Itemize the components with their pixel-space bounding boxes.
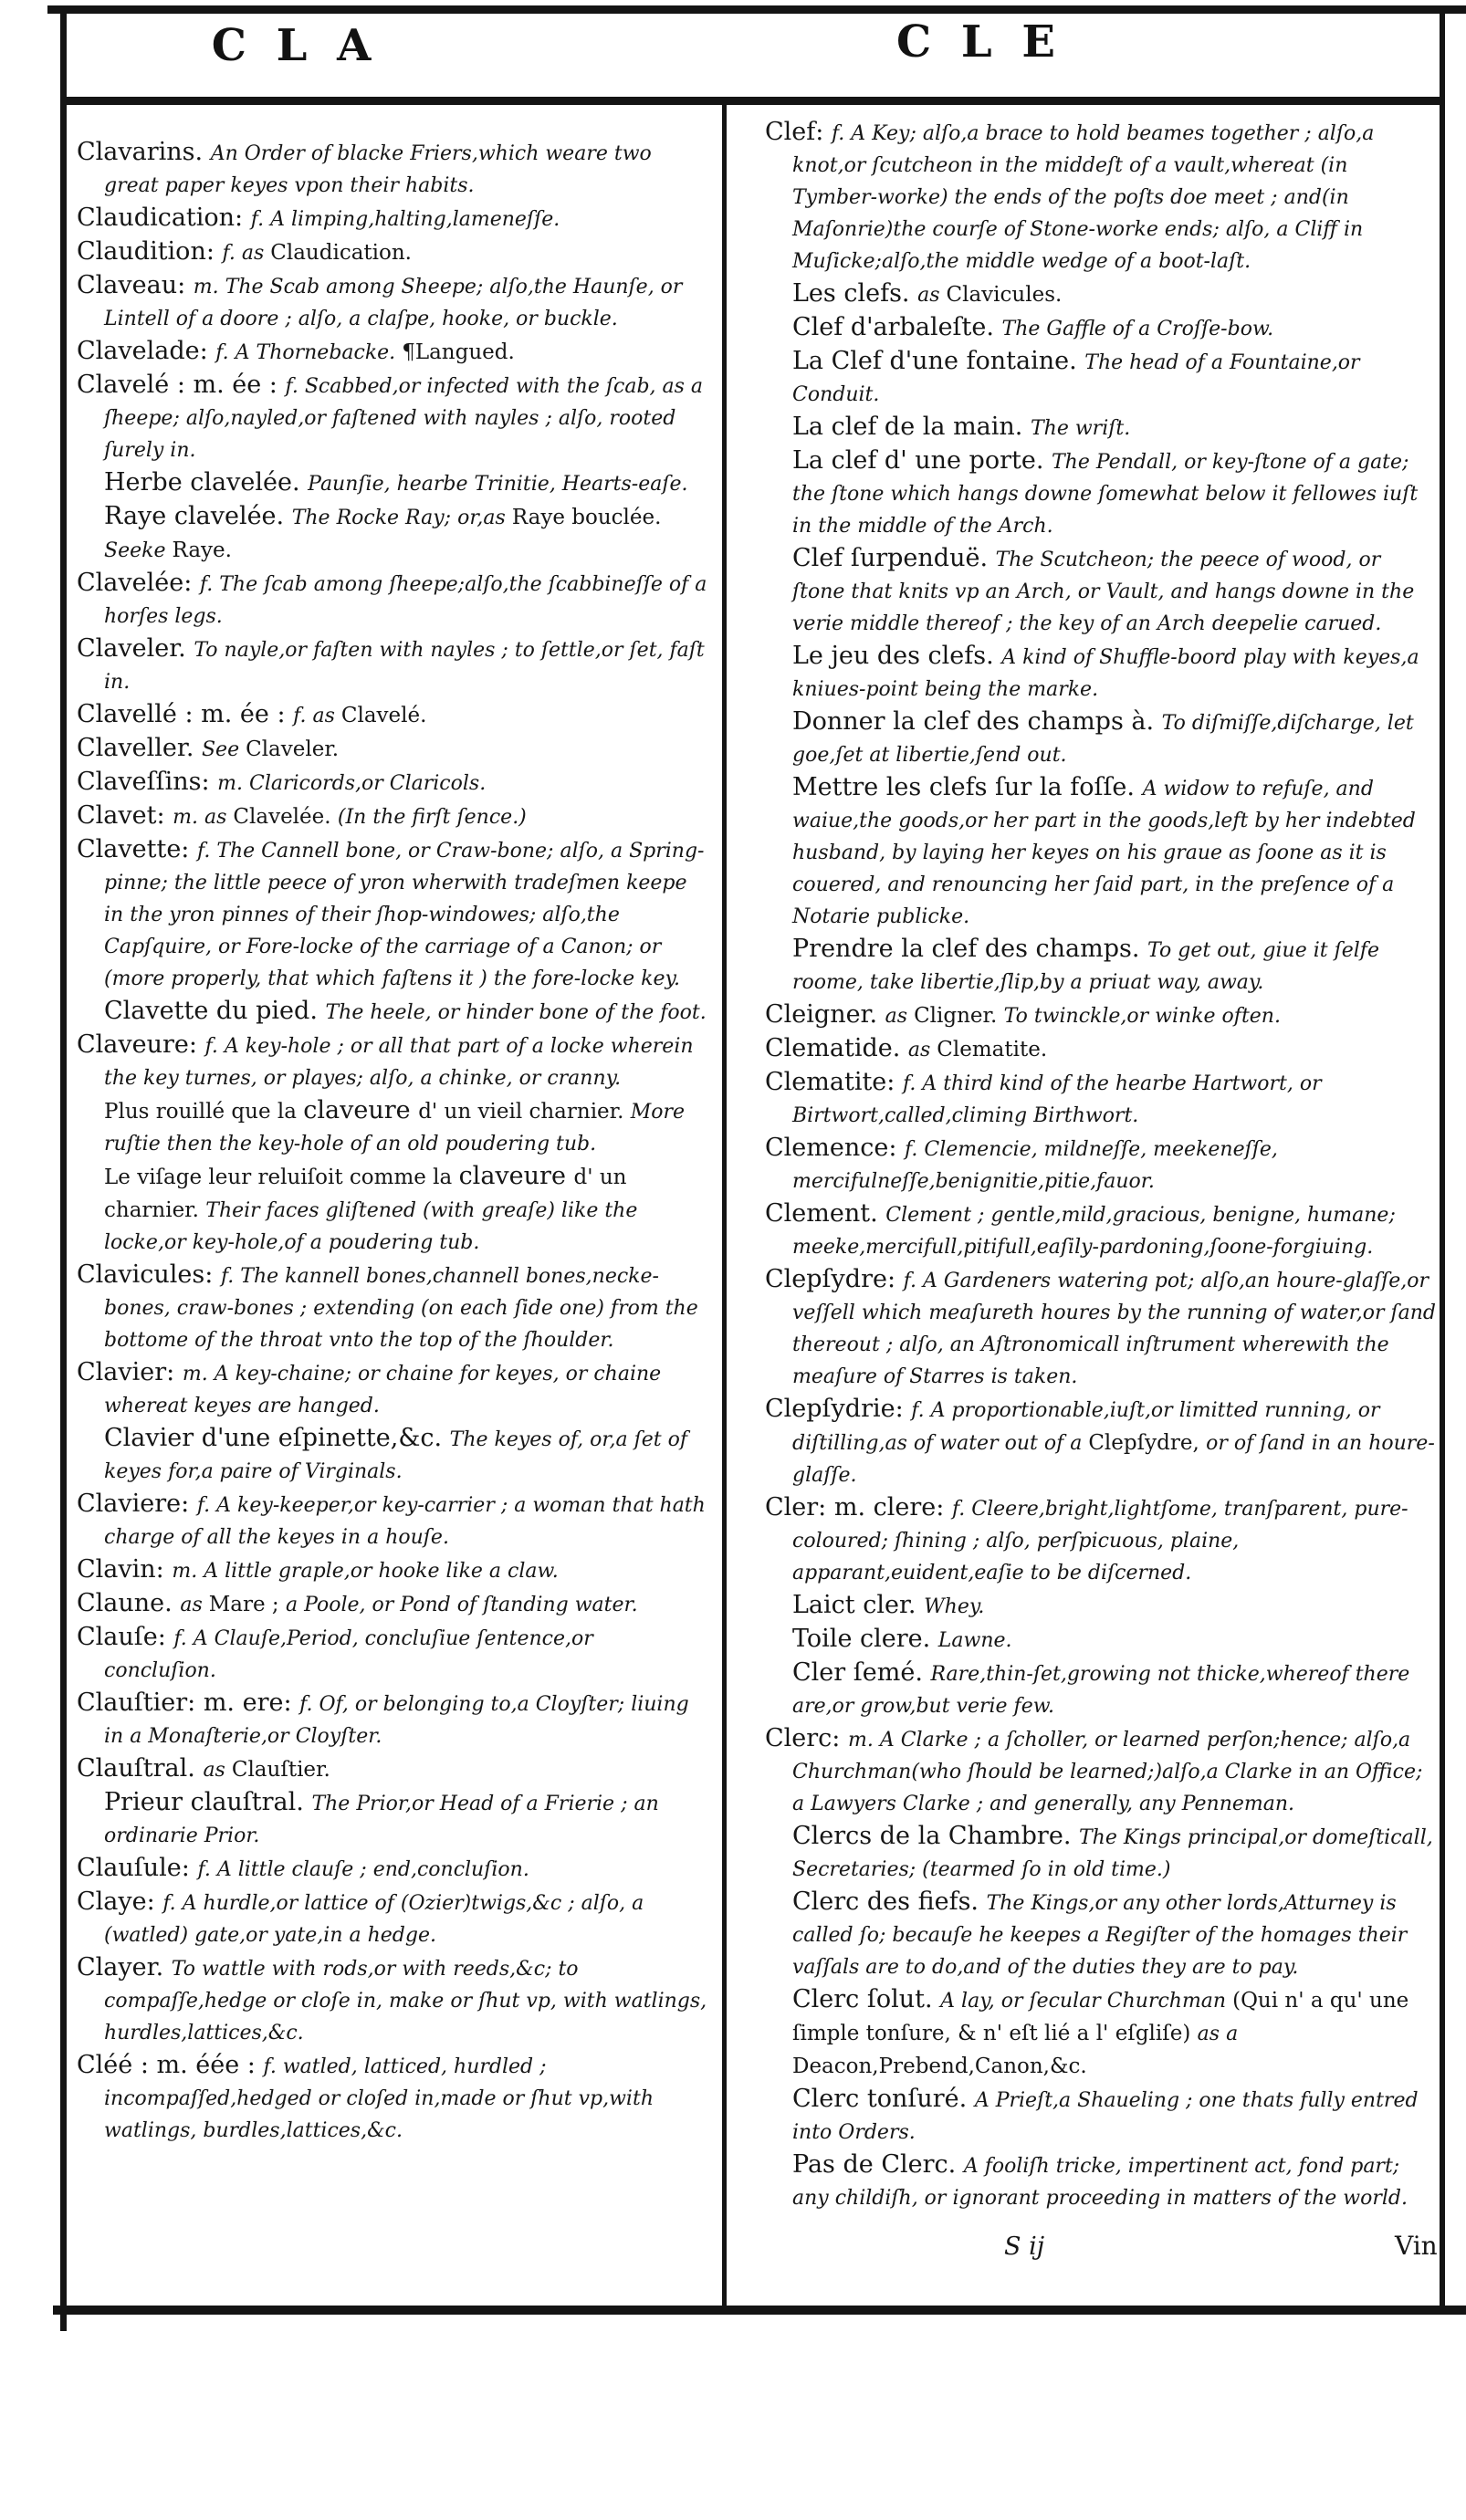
dictionary-entry: [77, 1753, 710, 1787]
dictionary-entry: [765, 278, 1438, 312]
definition-run: The Pendall, or key-ſtone of a gate; the ſtone which hangs downe ſomewhat below it fellowes iuſt in the middle of the Arch.: [792, 451, 1419, 538]
headword-run: Clauſe:: [77, 1623, 174, 1651]
dictionary-entry: [77, 1853, 710, 1887]
dictionary-entry: [765, 2149, 1438, 2215]
definition-run: An Order of blacke Friers,which weare two great paper keyes vpon their habits.: [104, 142, 652, 197]
dictionary-entry: [765, 1033, 1438, 1067]
headword-run: Clepſydre:: [765, 1265, 904, 1293]
definition-run: Whey.: [924, 1595, 985, 1618]
definition-run: as: [917, 284, 947, 307]
roman-run: Clepſydre,: [1088, 1431, 1207, 1455]
definition-run: To wattle with rods,or with reeds,&c; to compaſſe,hedge or cloſe in, make or ſhut vp, with watlings, hurdles,lattices,&c.: [104, 1958, 707, 2044]
headword-run: Clavette du pied.: [104, 997, 326, 1025]
definition-run: Seeke: [104, 539, 173, 562]
headword-run: Clavier d'une eſpinette,&c.: [104, 1424, 450, 1452]
dictionary-entry: [765, 1133, 1438, 1198]
dictionary-entry: [765, 934, 1438, 999]
definition-run: f. A little clauſe ; end,concluſion.: [197, 1858, 529, 1881]
dictionary-entry: [77, 1423, 710, 1489]
headword-run: Clavier:: [77, 1358, 183, 1386]
headword-run: Clavin:: [77, 1555, 173, 1584]
roman-run: Deacon,Prebend,Canon,&c.: [792, 2055, 1087, 2078]
dictionary-entry: [77, 1357, 710, 1423]
dictionary-entry: [765, 1821, 1438, 1887]
definition-run: f. A limping,halting,lameneſſe.: [250, 208, 560, 231]
headword-run: Clavicules:: [77, 1260, 221, 1289]
headword-run: Clerc des fiefs.: [792, 1887, 987, 1916]
definition-run: as: [203, 1759, 232, 1782]
headword-run: Le jeu des clefs.: [792, 642, 1002, 670]
headword-run: Claveler.: [77, 634, 194, 663]
headword-run: Clemence:: [765, 1134, 906, 1162]
definition-run: f. The Cannell bone, or Craw-bone; alſo, a Spring-pinne; the little peece of yron wherwith tradeſmen keepe in the yron pinnes of their ſhop-windowes; alſo,the Capſquire, or Fore-locke of the carriage of a Canon; or (more properly, that which faſtens it ) the fore-locke key.: [104, 840, 705, 990]
definition-run: A fooliſh tricke, impertinent act, fond part; any childiſh, or ignorant proceeding in matters of the world.: [792, 2155, 1408, 2210]
definition-run: f. Clemencie, mildneſſe, meekeneſſe, mercifulneſſe,benignitie,pitie,fauor.: [792, 1138, 1278, 1193]
headword-run: Claudition:: [77, 237, 223, 266]
dictionary-entry: [765, 641, 1438, 706]
roman-run: ¶Langued.: [402, 340, 515, 364]
definition-run: To nayle,or faſten with nayles ; to ſettle,or ſet, faſt in.: [104, 639, 705, 694]
definition-run: f. A Thornebacke.: [215, 341, 403, 364]
definition-run: The Kings,or any other lords,Atturney is called ſo; becauſe he keepes a Regiſter of the homages their vaſſals are to do,and of the duties they are to pay.: [792, 1892, 1408, 1979]
definition-run: The heele, or hinder bone of the foot.: [325, 1001, 707, 1024]
headword-run: Clavet:: [77, 801, 173, 830]
dictionary-entry: [77, 996, 710, 1030]
roman-run: Cligner.: [914, 1004, 1004, 1028]
definition-run: To diſmiſſe,diſcharge, let goe,ſet at libertie,ſend out.: [792, 712, 1414, 767]
dictionary-entry: [77, 1588, 710, 1622]
definition-run: Lawne.: [937, 1629, 1012, 1652]
catchword: Vin: [1395, 2231, 1438, 2261]
headword-run: Claveure:: [77, 1030, 205, 1059]
headword-run: Cler: m. clere:: [765, 1493, 952, 1521]
definition-run: Paunſie, hearbe Trinitie, Hearts-eaſe.: [308, 473, 688, 496]
headword-run: Claveſſins:: [77, 768, 218, 796]
roman-run: Clavelée.: [233, 805, 338, 829]
definition-run: f. A key-hole ; or all that part of a locke wherein the key turnes, or playes; alſo, a chinke, or cranny.: [104, 1035, 694, 1090]
dictionary-entry: [765, 1198, 1438, 1264]
headword-run: Prendre la clef des champs.: [792, 935, 1148, 963]
headword-run: Clavelade:: [77, 337, 216, 365]
dictionary-entry: [77, 1554, 710, 1588]
headword-run: Clauſule:: [77, 1854, 198, 1882]
definition-run: f. Of, or belonging to,a Cloyſter; liuing in a Monaſterie,or Cloyſter.: [104, 1693, 689, 1748]
definition-run: as: [180, 1594, 209, 1616]
headword-run: Claye:: [77, 1887, 163, 1916]
running-head-left: C L A: [211, 20, 377, 71]
dictionary-entry: [765, 1723, 1438, 1821]
definition-run: To twinckle,or winke often.: [1003, 1005, 1281, 1028]
roman-run: Clematite.: [937, 1038, 1048, 1061]
definition-run: To get out, giue it ſelfe roome, take libertie,ſlip,by a priuat way, away.: [792, 939, 1379, 994]
dictionary-entry: [77, 203, 710, 236]
dictionary-entry: [765, 999, 1438, 1033]
headword-run: Clayer.: [77, 1953, 172, 1981]
definition-run: f. watled, latticed, hurdled ; incompaſſed,hedged or cloſed in,made or ſhut vp,with watlings, burdles,lattices,&c.: [104, 2055, 654, 2142]
dictionary-entry: [77, 1489, 710, 1554]
definition-run: Clement ; gentle,mild,gracious, benigne, humane; meeke,mercifull,pitifull,eaſily-pardoning,ſoone-forgiuing.: [792, 1204, 1396, 1259]
definition-run: More ruſtie then the key-hole of an old poudering tub.: [104, 1101, 686, 1155]
headword-run: Clement.: [765, 1199, 886, 1228]
headword-run: Clematide.: [765, 1034, 908, 1062]
headword-run: Clavelée:: [77, 569, 200, 597]
roman-run: Raye bouclée.: [511, 506, 662, 529]
dictionary-entry: [765, 1624, 1438, 1657]
dictionary-entry: [765, 772, 1438, 934]
definition-run: m. as: [173, 806, 234, 829]
headword-run: Claune.: [77, 1589, 181, 1617]
dictionary-entry: [77, 501, 710, 568]
dictionary-entry: [77, 1887, 710, 1952]
dictionary-entry: [77, 633, 710, 699]
headword-run: Clef:: [765, 118, 832, 146]
headword-run: Claudication:: [77, 204, 251, 232]
definition-run: f. A Key; alſo,a brace to hold beames together ; alſo,a knot,or ſcutcheon in the middeſt of a vault,whereat (in Tymber-worke) the ends of the poſts doe meet ; and(in Maſonrie)the courſe of Stone-worke ends; alſo, a Cliff in Muſicke;alſo,the middle wedge of a boot-laſt.: [792, 122, 1375, 273]
dictionary-entry: [77, 767, 710, 800]
dictionary-entry: [77, 1161, 710, 1260]
definition-run: a Poole, or Pond of ſtanding water.: [285, 1594, 638, 1616]
dictionary-entry: [77, 834, 710, 996]
definition-run: (In the firſt ſence.): [337, 806, 527, 829]
headword-run: Raye clavelée.: [104, 502, 292, 530]
column-left: [77, 137, 710, 2268]
definition-run: f. A hurdle,or lattice of (Ozier)twigs,&c ; alſo, a (watled) gate,or yate,in a hedge.: [104, 1892, 644, 1947]
column-right: [765, 117, 1438, 2262]
headword-run: Clavellé : m. ée :: [77, 700, 294, 728]
headword-run: Toile clere.: [792, 1625, 938, 1653]
definition-run: as a: [1197, 2023, 1239, 2045]
definition-run: f. Scabbed,or infected with the ſcab, as a ſheepe; alſo,nayled,or faſtened with nayles ; alſo, rooted ſurely in.: [104, 375, 704, 462]
definition-run: f. The ſcab among ſheepe;alſo,the ſcabbineſſe of a horſes legs.: [104, 573, 707, 628]
dictionary-entry: [77, 270, 710, 336]
column-divider: [722, 103, 727, 2307]
page-border-left: [60, 7, 67, 2331]
headword-run: Cléé : m. éée :: [77, 2051, 264, 2079]
definition-run: The Prior,or Head of a Frierie ; an ordinarie Prior.: [104, 1793, 659, 1847]
roman-run: Clavelé.: [340, 704, 427, 727]
headword-run: Claveller.: [77, 734, 202, 762]
dictionary-entry: [77, 733, 710, 767]
definition-run: A lay, or ſecular Churchman: [940, 1990, 1233, 2013]
headword-run: Claviere:: [77, 1490, 197, 1518]
definition-run: m. A Clarke ; a ſcholler, or learned perſon;hence; alſo,a Churchman(who ſhould be learned;)alſo,a Clarke in an Office; a Lawyers Clarke ; and generally, any Penneman.: [792, 1729, 1423, 1815]
headword-run: Clavarins.: [77, 138, 211, 166]
dictionary-entry: [77, 568, 710, 633]
definition-run: See: [201, 738, 246, 761]
roman-run: d' un vieil charnier.: [418, 1100, 631, 1124]
headword-run: La clef de la main.: [792, 413, 1031, 441]
dictionary-entry: [765, 312, 1438, 346]
headword-run: Pas de Clerc.: [792, 2150, 964, 2179]
roman-run: (Qui n' a qu' une ſimple tonſure, & n' eſt lié a l' eſgliſe): [792, 1989, 1409, 2045]
dictionary-entry: [77, 1260, 710, 1357]
page-border-right: [1440, 9, 1445, 2313]
page-border-top: [47, 5, 1466, 14]
dictionary-entry: [765, 412, 1438, 445]
definition-run: f. A Clauſe,Period, concluſiue ſentence,or concluſion.: [104, 1627, 593, 1682]
headword-run: Clavelé : m. ée :: [77, 371, 286, 399]
headword-run: claveure: [303, 1096, 419, 1124]
headword-run: Les clefs.: [792, 279, 918, 308]
definition-run: m. A key-chaine; or chaine for keyes, or chaine whereat keyes are hanged.: [104, 1363, 662, 1417]
definition-run: f. A proportionable,iuſt,or limitted running, or diſtilling,as of water out of a: [792, 1399, 1380, 1455]
dictionary-entry: [77, 1095, 710, 1161]
dictionary-entry: [765, 346, 1438, 412]
dictionary-entry: [765, 1657, 1438, 1723]
dictionary-entry: [77, 1030, 710, 1095]
definition-run: The wriſt.: [1030, 417, 1131, 440]
headword-run: Mettre les clefs ſur la foſſe.: [792, 773, 1143, 801]
definition-run: f. The kannell bones,channell bones,necke-bones, craw-bones ; extending (on each ſide one) from the bottome of the throat vnto the top of the ſhoulder.: [104, 1265, 698, 1352]
dictionary-entry: [765, 445, 1438, 543]
definition-run: The Scutcheon; the peece of wood, or ſtone that knits vp an Arch, or Vault, and hangs downe in the verie middle thereof ; the key of an Arch deepelie carued.: [792, 549, 1415, 635]
headword-run: Clepſydrie:: [765, 1395, 912, 1423]
dictionary-entry: [77, 336, 710, 370]
headword-run: Clerc:: [765, 1724, 848, 1752]
roman-run: Raye.: [172, 539, 232, 562]
dictionary-entry: [77, 370, 710, 467]
headword-run: Clavette:: [77, 835, 197, 863]
headword-run: Clercs de la Chambre.: [792, 1822, 1079, 1850]
dictionary-entry: [765, 1590, 1438, 1624]
definition-run: The keyes of, or,a ſet of keyes for,a paire of Virginals.: [104, 1428, 687, 1483]
dictionary-entry: [765, 706, 1438, 772]
definition-run: as: [885, 1005, 915, 1028]
definition-run: The Gaffle of a Croſſe-bow.: [1001, 318, 1274, 340]
definition-run: A widow to refuſe, and waiue,the goods,or her part in the goods,left by her indebted husband, by laying her keyes on his graue as ſoone as it is couered, and renouncing her ſaid part, in the preſence of a Notarie publicke.: [792, 778, 1416, 928]
dictionary-entry: [77, 467, 710, 501]
definition-run: Rare,thin-ſet,growing not thicke,whereof there are,or grow,but verie few.: [792, 1663, 1410, 1718]
dictionary-entry: [77, 236, 710, 270]
headword-run: Donner la clef des champs à.: [792, 707, 1162, 736]
dictionary-entry: [765, 1984, 1438, 2084]
headword-run: Prieur clauſtral.: [104, 1788, 312, 1816]
dictionary-entry: [77, 1622, 710, 1688]
roman-run: Claveler.: [246, 737, 340, 761]
headword-run: La Clef d'une fontaine.: [792, 347, 1085, 375]
roman-run: Plus rouillé que la: [104, 1100, 304, 1124]
dictionary-entry: [765, 543, 1438, 641]
definition-run: The Rocke Ray; or,as: [291, 507, 512, 529]
signature-mark: S ij: [1004, 2232, 1045, 2261]
roman-run: Claudication.: [270, 241, 412, 265]
roman-run: d' un charnier.: [104, 1166, 627, 1222]
dictionary-entry: [765, 1492, 1438, 1590]
roman-run: Mare ;: [208, 1593, 286, 1616]
dictionary-entry: [765, 1264, 1438, 1394]
dictionary-entry: [765, 2084, 1438, 2149]
dictionary-entry: [77, 1952, 710, 2050]
dictionary-entry: [77, 1787, 710, 1853]
roman-run: Clavicules.: [946, 283, 1063, 307]
dictionary-entry: [77, 137, 710, 203]
headword-run: Laict cler.: [792, 1591, 925, 1619]
headword-run: Clef ſurpenduë.: [792, 544, 996, 572]
headword-run: Herbe clavelée.: [104, 468, 309, 497]
definition-run: m. A little graple,or hooke like a claw.: [172, 1560, 559, 1583]
dictionary-entry: [765, 1067, 1438, 1133]
definition-run: Their faces gliſtened (with greaſe) like the locke,or key-hole,of a poudering tub.: [104, 1199, 638, 1254]
definition-run: m. The Scab among Sheepe; alſo,the Haunſe, or Lintell of a doore ; alſo, a claſpe, hooke, or buckle.: [104, 276, 683, 330]
definition-run: f. as: [222, 242, 271, 265]
headword-run: Clerc ſolut.: [792, 1985, 941, 2013]
dictionary-entry: [77, 1688, 710, 1753]
header-rule: [64, 97, 1445, 105]
page-border-bottom: [53, 2306, 1466, 2315]
dictionary-entry: [765, 1394, 1438, 1492]
dictionary-entry: [765, 1887, 1438, 1984]
dictionary-entry: [765, 117, 1438, 278]
definition-run: The head of a Fountaine,or Conduit.: [792, 351, 1360, 406]
headword-run: Cler ſemé.: [792, 1658, 931, 1687]
dictionary-entry: [77, 800, 710, 834]
roman-run: Le viſage leur reluiſoit comme la: [104, 1166, 459, 1189]
headword-run: Cleigner.: [765, 1000, 885, 1029]
definition-run: The Kings principal,or domeſticall, Secretaries; (tearmed ſo in old time.): [792, 1826, 1433, 1881]
roman-run: Clauſtier.: [231, 1758, 330, 1782]
headword-run: Clef d'arbaleſte.: [792, 313, 1002, 341]
definition-run: m. Claricords,or Claricols.: [217, 772, 487, 795]
definition-run: f. A key-keeper,or key-carrier ; a woman that hath charge of all the keyes in a houſe.: [104, 1494, 706, 1549]
definition-run: f. A Gardeners watering pot; alſo,an houre-glaſſe,or veſſell which meaſureth houres by the running of water,or ſand thereout ; alſo, an Aſtronomicall inſtrument wherewith the meaſure of Starres is taken.: [792, 1270, 1436, 1388]
headword-run: Clauſtral.: [77, 1754, 204, 1783]
headword-run: Clauſtier: m. ere:: [77, 1689, 300, 1717]
headword-run: claveure: [458, 1162, 574, 1190]
definition-run: as: [907, 1039, 937, 1061]
headword-run: Clerc tonſuré.: [792, 2085, 975, 2113]
headword-run: Claveau:: [77, 271, 194, 299]
definition-run: f. A third kind of the hearbe Hartwort, or Birtwort,called,climing Birthwort.: [792, 1072, 1322, 1127]
definition-run: A Prieſt,a Shaueling ; one thats fully entred into Orders.: [792, 2089, 1419, 2144]
dictionary-entry: [77, 699, 710, 733]
headword-run: Clematite:: [765, 1068, 903, 1096]
dictionary-entry: [77, 2050, 710, 2148]
running-head-right: C L E: [896, 16, 1061, 68]
definition-run: or of ſand in an houre-glaſſe.: [792, 1432, 1435, 1487]
definition-run: A kind of Shuffle-boord play with keyes,a kniues-point being the marke.: [792, 646, 1419, 701]
definition-run: f. as: [293, 705, 341, 727]
headword-run: La clef d' une porte.: [792, 446, 1052, 475]
definition-run: f. Cleere,bright,lightſome, tranſparent, pure-coloured; ſhining ; alſo, perſpicuous, plaine, apparant,euident,eaſie to be diſcerned.: [792, 1498, 1408, 1584]
